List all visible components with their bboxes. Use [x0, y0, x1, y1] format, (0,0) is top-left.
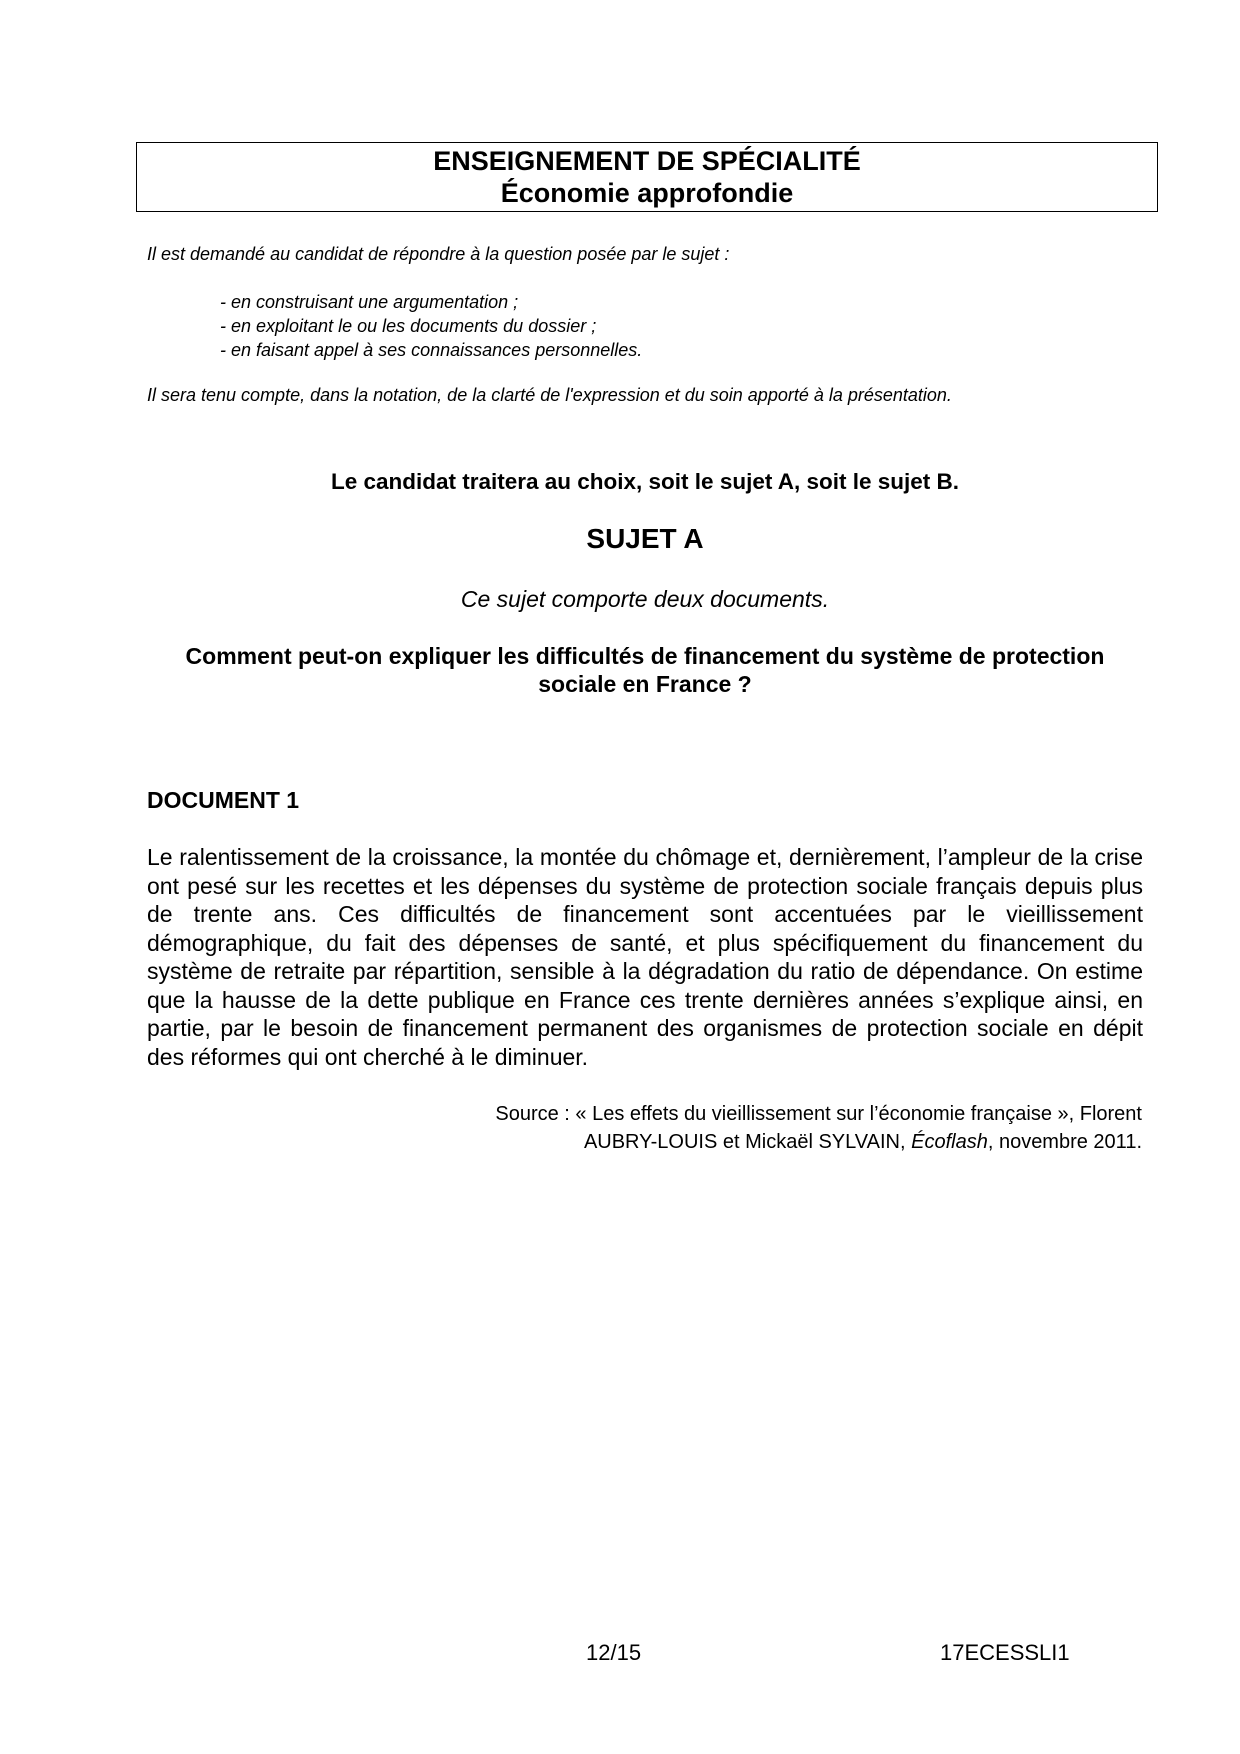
- header-subtitle: Économie approfondie: [500, 178, 794, 208]
- document-source: [300, 1100, 1142, 1156]
- sujet-title: SUJET A: [586, 523, 704, 554]
- sujet-question: Comment peut-on expliquer les difficultés de financement du système de protection sociale en France ?: [185, 643, 1105, 697]
- instructions-intro: Il est demandé au candidat de répondre à la question posée par le sujet :: [147, 244, 730, 264]
- instruction-item: - en construisant une argumentation ;: [220, 292, 519, 312]
- choice-statement: Le candidat traitera au choix, soit le sujet A, soit le sujet B.: [330, 469, 960, 494]
- instructions-list: [220, 290, 642, 362]
- document-title: DOCUMENT 1: [147, 787, 300, 813]
- document-body: Le ralentissement de la croissance, la montée du chômage et, dernièrement, l’ampleur de la crise ont pesé sur les recettes et les dépenses du système de protection sociale français depuis plus de trente ans. Ces difficultés de financement sont accentuées par le vieillissement démographique, du fait des dépenses de santé, et plus spécifiquement du financement du système de retraite par répartition, sensible à la dégradation du ratio de dépendance. On estime que la hausse de la dette publique en France ces trente dernières années s’explique ainsi, en partie, par le besoin de financement permanent des organismes de protection sociale en dépit des réformes qui ont cherché à le diminuer.: [147, 844, 1143, 1070]
- document-code: 17ECESSLI1: [940, 1640, 1070, 1665]
- instruction-item: - en faisant appel à ses connaissances personnelles.: [220, 340, 643, 360]
- instruction-item: - en exploitant le ou les documents du dossier ;: [220, 316, 597, 336]
- source-line-2: [300, 1128, 1142, 1156]
- sujet-comporte: Ce sujet comporte deux documents.: [460, 586, 830, 612]
- header-title: ENSEIGNEMENT DE SPÉCIALITÉ: [433, 146, 861, 176]
- header-box: [136, 142, 1158, 212]
- source-authors: AUBRY-LOUIS et Mickaël SYLVAIN,: [583, 1131, 912, 1153]
- source-line-1: Source : « Les effets du vieillissement sur l’économie française », Florent: [495, 1103, 1142, 1125]
- source-journal: Écoflash: [911, 1131, 988, 1153]
- instructions-note: Il sera tenu compte, dans la notation, de la clarté de l'expression et du soin apporté à la présentation.: [147, 385, 952, 405]
- page-number: 12/15: [586, 1640, 642, 1665]
- source-date: , novembre 2011.: [987, 1131, 1142, 1153]
